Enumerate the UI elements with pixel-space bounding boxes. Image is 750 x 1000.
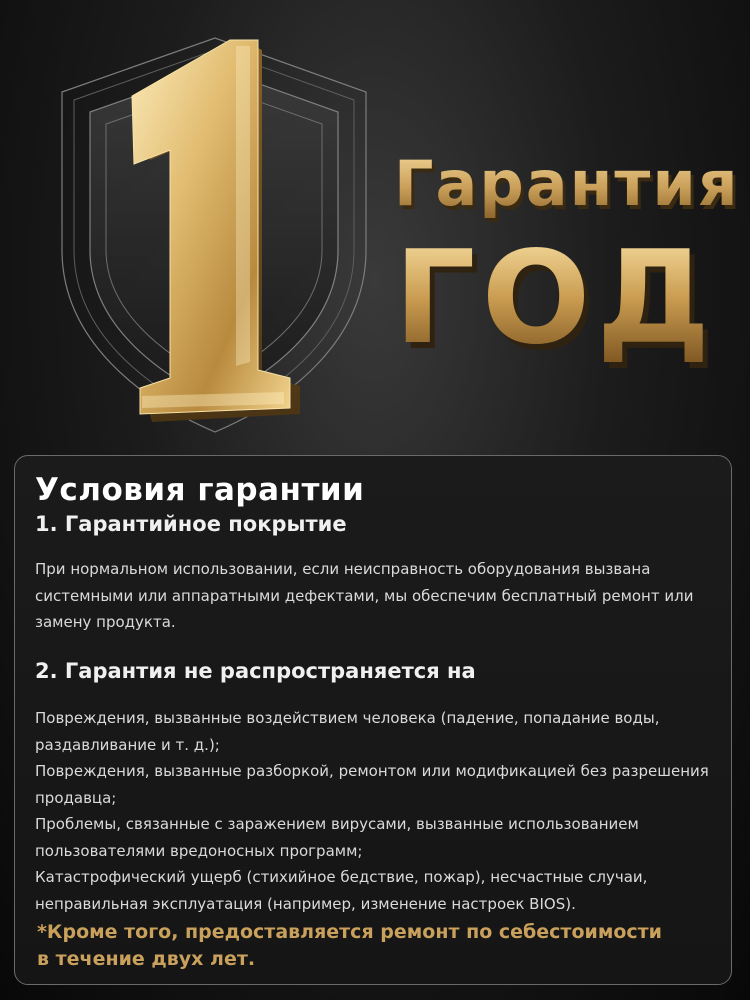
- section-coverage-text: [35, 556, 715, 636]
- text-line: Повреждения, вызванные воздействием человека (падение, попадание воды,: [35, 709, 660, 727]
- section-exclusions-text: [35, 705, 715, 917]
- warranty-heading: [394, 147, 740, 373]
- extra-repair-note: [37, 919, 697, 973]
- text-line: пользователями вредоносных программ;: [35, 841, 363, 860]
- heading-year: ГОД: [394, 234, 734, 364]
- panel-title: Условия гарантии: [35, 472, 365, 508]
- text-line: Повреждения, вызванные разборкой, ремонтом или модификацией без разрешения: [35, 762, 709, 780]
- text-line: Катастрофический ущерб (стихийное бедствие, пожар), несчастные случаи,: [35, 868, 648, 886]
- text-line: раздавливание и т. д.);: [35, 735, 220, 754]
- text-line: системными или аппаратными дефектами, мы обеспечим бесплатный ремонт или: [35, 586, 694, 605]
- note-line: *Кроме того, предоставляется ремонт по себестоимости: [37, 921, 662, 943]
- heading-guarantee: Гарантия: [394, 147, 740, 220]
- section-coverage-title: 1. Гарантийное покрытие: [35, 512, 347, 536]
- text-line: продавца;: [35, 788, 117, 807]
- text-line: неправильная эксплуатация (например, изменение настроек BIOS).: [35, 894, 576, 913]
- section-exclusions-title: 2. Гарантия не распространяется на: [35, 659, 476, 683]
- warranty-conditions-panel: [14, 455, 732, 985]
- text-line: При нормальном использовании, если неисправность оборудования вызвана: [35, 560, 651, 578]
- text-line: Проблемы, связанные с заражением вирусами, вызванные использованием: [35, 815, 639, 833]
- note-line: в течение двух лет.: [37, 948, 256, 970]
- text-line: замену продукта.: [35, 613, 176, 631]
